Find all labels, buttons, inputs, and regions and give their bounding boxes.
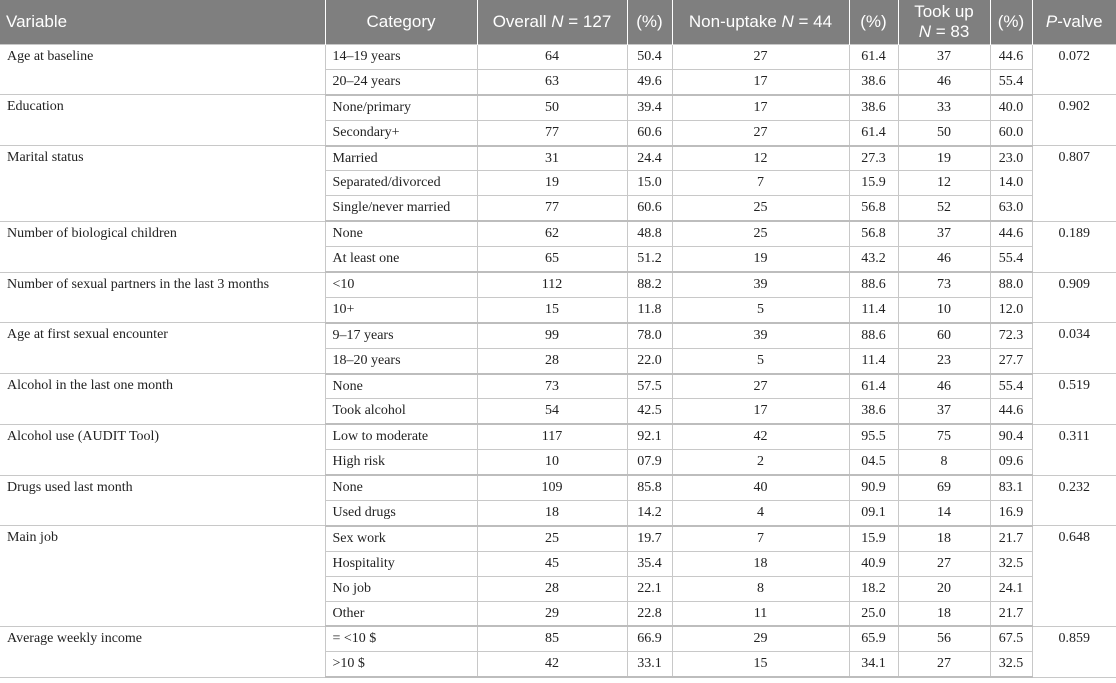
nonuptake-pct-cell: 88.6 (849, 323, 898, 348)
variable-cell: Number of biological children (0, 221, 325, 272)
pvalue-cell: 0.519 (1032, 374, 1116, 425)
tookup-count-cell: 52 (898, 196, 990, 221)
tookup-count-cell: 50 (898, 120, 990, 145)
nonuptake-count-cell: 2 (672, 450, 849, 475)
overall-pct-cell: 49.6 (627, 69, 672, 94)
category-cell: 14–19 years (325, 45, 477, 70)
table-row (0, 374, 1116, 399)
nonuptake-count-cell: 19 (672, 247, 849, 272)
tookup-count-cell: 56 (898, 626, 990, 651)
tookup-count-cell: 37 (898, 399, 990, 424)
category-cell: Married (325, 146, 477, 171)
overall-pct-cell: 22.8 (627, 601, 672, 626)
nonuptake-count-cell: 17 (672, 399, 849, 424)
overall-pct-cell: 19.7 (627, 526, 672, 551)
overall-pct-cell: 14.2 (627, 501, 672, 526)
variable-cell: Main job (0, 526, 325, 627)
tookup-pct-cell: 55.4 (990, 247, 1032, 272)
header-overall-pre: Overall (492, 12, 552, 31)
header-tookup (898, 0, 990, 45)
tookup-pct-cell: 90.4 (990, 424, 1032, 449)
nonuptake-count-cell: 25 (672, 221, 849, 246)
pvalue-cell: 0.189 (1032, 221, 1116, 272)
category-cell: 10+ (325, 297, 477, 322)
tookup-pct-cell: 67.5 (990, 626, 1032, 651)
tookup-pct-cell: 09.6 (990, 450, 1032, 475)
overall-pct-cell: 22.0 (627, 348, 672, 373)
category-cell: Separated/divorced (325, 171, 477, 196)
overall-count-cell: 25 (477, 526, 627, 551)
tookup-count-cell: 8 (898, 450, 990, 475)
overall-pct-cell: 48.8 (627, 221, 672, 246)
nonuptake-pct-cell: 95.5 (849, 424, 898, 449)
overall-count-cell: 85 (477, 626, 627, 651)
overall-pct-cell: 24.4 (627, 146, 672, 171)
nonuptake-pct-cell: 61.4 (849, 120, 898, 145)
overall-count-cell: 64 (477, 45, 627, 70)
category-cell: Low to moderate (325, 424, 477, 449)
overall-count-cell: 19 (477, 171, 627, 196)
category-cell: >10 $ (325, 652, 477, 677)
category-cell: Used drugs (325, 501, 477, 526)
overall-count-cell: 77 (477, 196, 627, 221)
overall-count-cell: 31 (477, 146, 627, 171)
table-row (0, 272, 1116, 297)
tookup-count-cell: 46 (898, 374, 990, 399)
pvalue-cell: 0.311 (1032, 424, 1116, 475)
header-category: Category (325, 0, 477, 45)
nonuptake-pct-cell: 43.2 (849, 247, 898, 272)
overall-pct-cell: 85.8 (627, 475, 672, 500)
table-row (0, 221, 1116, 246)
nonuptake-count-cell: 17 (672, 95, 849, 120)
table-row (0, 526, 1116, 551)
overall-count-cell: 62 (477, 221, 627, 246)
overall-pct-cell: 78.0 (627, 323, 672, 348)
category-cell: High risk (325, 450, 477, 475)
variable-cell: Alcohol in the last one month (0, 374, 325, 425)
tookup-pct-cell: 24.1 (990, 576, 1032, 601)
category-cell: Single/never married (325, 196, 477, 221)
header-variable: Variable (0, 0, 325, 45)
header-tookup-line1: Took up (914, 2, 974, 21)
tookup-count-cell: 46 (898, 247, 990, 272)
overall-pct-cell: 57.5 (627, 374, 672, 399)
tookup-pct-cell: 16.9 (990, 501, 1032, 526)
variable-cell: Age at baseline (0, 45, 325, 95)
table-row (0, 45, 1116, 70)
tookup-count-cell: 18 (898, 601, 990, 626)
tookup-pct-cell: 83.1 (990, 475, 1032, 500)
tookup-count-cell: 60 (898, 323, 990, 348)
nonuptake-count-cell: 5 (672, 348, 849, 373)
category-cell: None (325, 374, 477, 399)
header-overall (477, 0, 627, 45)
nonuptake-count-cell: 39 (672, 323, 849, 348)
tookup-pct-cell: 88.0 (990, 272, 1032, 297)
overall-pct-cell: 15.0 (627, 171, 672, 196)
tookup-count-cell: 14 (898, 501, 990, 526)
tookup-pct-cell: 14.0 (990, 171, 1032, 196)
tookup-pct-cell: 72.3 (990, 323, 1032, 348)
category-cell: Hospitality (325, 551, 477, 576)
overall-count-cell: 99 (477, 323, 627, 348)
pvalue-cell: 0.902 (1032, 95, 1116, 146)
nonuptake-count-cell: 27 (672, 120, 849, 145)
nonuptake-pct-cell: 56.8 (849, 196, 898, 221)
nonuptake-count-cell: 29 (672, 626, 849, 651)
variable-cell: Age at first sexual encounter (0, 323, 325, 374)
header-tookup-post: = 83 (930, 22, 970, 41)
pvalue-cell: 0.072 (1032, 45, 1116, 95)
category-cell: None (325, 475, 477, 500)
tookup-pct-cell: 55.4 (990, 374, 1032, 399)
category-cell: No job (325, 576, 477, 601)
category-cell: 9–17 years (325, 323, 477, 348)
nonuptake-pct-cell: 40.9 (849, 551, 898, 576)
tookup-count-cell: 69 (898, 475, 990, 500)
tookup-count-cell: 20 (898, 576, 990, 601)
nonuptake-pct-cell: 09.1 (849, 501, 898, 526)
nonuptake-count-cell: 7 (672, 171, 849, 196)
nonuptake-pct-cell: 11.4 (849, 348, 898, 373)
nonuptake-count-cell: 7 (672, 526, 849, 551)
category-cell: 20–24 years (325, 69, 477, 94)
table-row (0, 475, 1116, 500)
nonuptake-pct-cell: 11.4 (849, 297, 898, 322)
tookup-count-cell: 73 (898, 272, 990, 297)
overall-pct-cell: 51.2 (627, 247, 672, 272)
tookup-pct-cell: 32.5 (990, 551, 1032, 576)
overall-count-cell: 15 (477, 297, 627, 322)
tookup-pct-cell: 12.0 (990, 297, 1032, 322)
variable-cell: Drugs used last month (0, 475, 325, 526)
overall-count-cell: 10 (477, 450, 627, 475)
overall-count-cell: 112 (477, 272, 627, 297)
pvalue-cell: 0.807 (1032, 146, 1116, 222)
nonuptake-pct-cell: 56.8 (849, 221, 898, 246)
category-cell: = <10 $ (325, 626, 477, 651)
overall-count-cell: 77 (477, 120, 627, 145)
header-pvalue-p: P (1045, 12, 1058, 31)
tookup-pct-cell: 44.6 (990, 45, 1032, 70)
nonuptake-pct-cell: 18.2 (849, 576, 898, 601)
nonuptake-count-cell: 27 (672, 374, 849, 399)
tookup-pct-cell: 63.0 (990, 196, 1032, 221)
nonuptake-pct-cell: 38.6 (849, 399, 898, 424)
tookup-pct-cell: 21.7 (990, 526, 1032, 551)
overall-pct-cell: 92.1 (627, 424, 672, 449)
overall-pct-cell: 35.4 (627, 551, 672, 576)
nonuptake-pct-cell: 38.6 (849, 69, 898, 94)
overall-pct-cell: 66.9 (627, 626, 672, 651)
category-cell: None/primary (325, 95, 477, 120)
tookup-count-cell: 10 (898, 297, 990, 322)
header-pct-tookup: (%) (990, 0, 1032, 45)
nonuptake-pct-cell: 38.6 (849, 95, 898, 120)
tookup-count-cell: 18 (898, 526, 990, 551)
tookup-pct-cell: 23.0 (990, 146, 1032, 171)
header-nonuptake-post: = 44 (793, 12, 833, 31)
tookup-count-cell: 37 (898, 45, 990, 70)
overall-pct-cell: 50.4 (627, 45, 672, 70)
overall-pct-cell: 60.6 (627, 120, 672, 145)
category-cell: <10 (325, 272, 477, 297)
nonuptake-pct-cell: 27.3 (849, 146, 898, 171)
tookup-pct-cell: 44.6 (990, 221, 1032, 246)
nonuptake-count-cell: 8 (672, 576, 849, 601)
tookup-pct-cell: 55.4 (990, 69, 1032, 94)
nonuptake-count-cell: 39 (672, 272, 849, 297)
header-nonuptake-n: N (781, 12, 794, 31)
overall-count-cell: 65 (477, 247, 627, 272)
pvalue-cell: 0.859 (1032, 626, 1116, 677)
header-tookup-n: N (918, 22, 931, 41)
tookup-count-cell: 33 (898, 95, 990, 120)
category-cell: 18–20 years (325, 348, 477, 373)
nonuptake-count-cell: 27 (672, 45, 849, 70)
pvalue-cell: 0.232 (1032, 475, 1116, 526)
overall-pct-cell: 11.8 (627, 297, 672, 322)
variable-cell: Average weekly income (0, 626, 325, 677)
overall-count-cell: 42 (477, 652, 627, 677)
variable-cell: Number of sexual partners in the last 3 months (0, 272, 325, 323)
nonuptake-pct-cell: 88.6 (849, 272, 898, 297)
table-row (0, 323, 1116, 348)
pvalue-cell: 0.909 (1032, 272, 1116, 323)
tookup-pct-cell: 44.6 (990, 399, 1032, 424)
category-cell: Other (325, 601, 477, 626)
nonuptake-pct-cell: 25.0 (849, 601, 898, 626)
nonuptake-count-cell: 15 (672, 652, 849, 677)
nonuptake-count-cell: 40 (672, 475, 849, 500)
nonuptake-count-cell: 25 (672, 196, 849, 221)
overall-count-cell: 117 (477, 424, 627, 449)
tookup-count-cell: 75 (898, 424, 990, 449)
nonuptake-pct-cell: 61.4 (849, 45, 898, 70)
tookup-count-cell: 12 (898, 171, 990, 196)
header-overall-n: N (551, 12, 564, 31)
tookup-count-cell: 37 (898, 221, 990, 246)
nonuptake-pct-cell: 15.9 (849, 171, 898, 196)
header-pct-nonuptake: (%) (849, 0, 898, 45)
table-body (0, 45, 1116, 678)
category-cell: None (325, 221, 477, 246)
pvalue-cell: 0.034 (1032, 323, 1116, 374)
tookup-pct-cell: 21.7 (990, 601, 1032, 626)
nonuptake-pct-cell: 90.9 (849, 475, 898, 500)
nonuptake-count-cell: 5 (672, 297, 849, 322)
tookup-pct-cell: 60.0 (990, 120, 1032, 145)
overall-count-cell: 18 (477, 501, 627, 526)
tookup-count-cell: 19 (898, 146, 990, 171)
category-cell: Sex work (325, 526, 477, 551)
nonuptake-pct-cell: 65.9 (849, 626, 898, 651)
overall-pct-cell: 42.5 (627, 399, 672, 424)
overall-count-cell: 73 (477, 374, 627, 399)
overall-pct-cell: 39.4 (627, 95, 672, 120)
overall-count-cell: 54 (477, 399, 627, 424)
table-row (0, 424, 1116, 449)
category-cell: Took alcohol (325, 399, 477, 424)
nonuptake-pct-cell: 34.1 (849, 652, 898, 677)
header-nonuptake (672, 0, 849, 45)
header-pvalue (1032, 0, 1116, 45)
tookup-pct-cell: 40.0 (990, 95, 1032, 120)
tookup-count-cell: 27 (898, 652, 990, 677)
table-row (0, 95, 1116, 120)
variable-cell: Marital status (0, 146, 325, 222)
variable-cell: Education (0, 95, 325, 146)
header-nonuptake-pre: Non-uptake (688, 12, 782, 31)
nonuptake-count-cell: 18 (672, 551, 849, 576)
table-row (0, 146, 1116, 171)
overall-pct-cell: 33.1 (627, 652, 672, 677)
overall-count-cell: 109 (477, 475, 627, 500)
variable-cell: Alcohol use (AUDIT Tool) (0, 424, 325, 475)
nonuptake-count-cell: 4 (672, 501, 849, 526)
overall-count-cell: 29 (477, 601, 627, 626)
nonuptake-count-cell: 12 (672, 146, 849, 171)
nonuptake-count-cell: 17 (672, 69, 849, 94)
overall-count-cell: 50 (477, 95, 627, 120)
nonuptake-pct-cell: 15.9 (849, 526, 898, 551)
overall-pct-cell: 07.9 (627, 450, 672, 475)
overall-pct-cell: 88.2 (627, 272, 672, 297)
category-cell: At least one (325, 247, 477, 272)
tookup-pct-cell: 27.7 (990, 348, 1032, 373)
tookup-count-cell: 23 (898, 348, 990, 373)
header-overall-post: = 127 (563, 12, 612, 31)
header-pvalue-rest: -valve (1057, 12, 1103, 31)
overall-count-cell: 28 (477, 348, 627, 373)
overall-count-cell: 28 (477, 576, 627, 601)
overall-pct-cell: 22.1 (627, 576, 672, 601)
nonuptake-pct-cell: 04.5 (849, 450, 898, 475)
overall-count-cell: 45 (477, 551, 627, 576)
overall-pct-cell: 60.6 (627, 196, 672, 221)
table-row (0, 626, 1116, 651)
overall-count-cell: 63 (477, 69, 627, 94)
tookup-count-cell: 27 (898, 551, 990, 576)
header-row (0, 0, 1116, 45)
tookup-pct-cell: 32.5 (990, 652, 1032, 677)
pvalue-cell: 0.648 (1032, 526, 1116, 627)
tookup-count-cell: 46 (898, 69, 990, 94)
category-cell: Secondary+ (325, 120, 477, 145)
header-pct-overall: (%) (627, 0, 672, 45)
nonuptake-pct-cell: 61.4 (849, 374, 898, 399)
nonuptake-count-cell: 42 (672, 424, 849, 449)
nonuptake-count-cell: 11 (672, 601, 849, 626)
